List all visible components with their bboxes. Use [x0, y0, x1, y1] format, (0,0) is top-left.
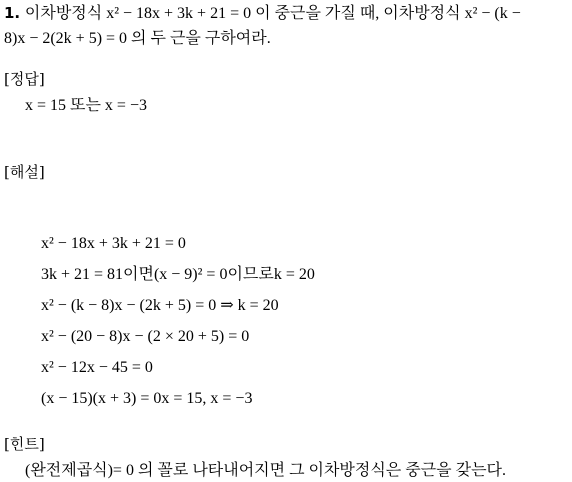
- solution-step-5: x² − 12x − 45 = 0: [41, 359, 153, 376]
- hint-text: (완전제곱식)= 0 의 꼴로 나타내어지면 그 이차방정식은 중근을 갖는다.: [25, 462, 506, 479]
- problem-line-1: [4, 4, 521, 23]
- answer-header: [정답]: [4, 70, 45, 88]
- problem-text-2: 8)x − 2(2k + 5) = 0 의 두 근을 구하여라.: [4, 30, 271, 47]
- solution-step-6: (x − 15)(x + 3) = 0x = 15, x = −3: [41, 390, 253, 407]
- solution-step-2: 3k + 21 = 81이면(x − 9)² = 0이므로k = 20: [41, 266, 315, 283]
- solution-step-4: x² − (20 − 8)x − (2 × 20 + 5) = 0: [41, 328, 250, 345]
- solution-step-1: x² − 18x + 3k + 21 = 0: [41, 235, 186, 252]
- hint-header: [힌트]: [4, 435, 45, 453]
- problem-text-1: 이차방정식 x² − 18x + 3k + 21 = 0 이 중근을 가질 때, 이차방정식 x² − (k −: [24, 5, 521, 22]
- solution-header: [해설]: [4, 163, 45, 181]
- problem-number: 1.: [4, 4, 21, 22]
- solution-step-3: x² − (k − 8)x − (2k + 5) = 0 ⇒ k = 20: [41, 297, 279, 314]
- answer-text: x = 15 또는 x = −3: [25, 97, 147, 114]
